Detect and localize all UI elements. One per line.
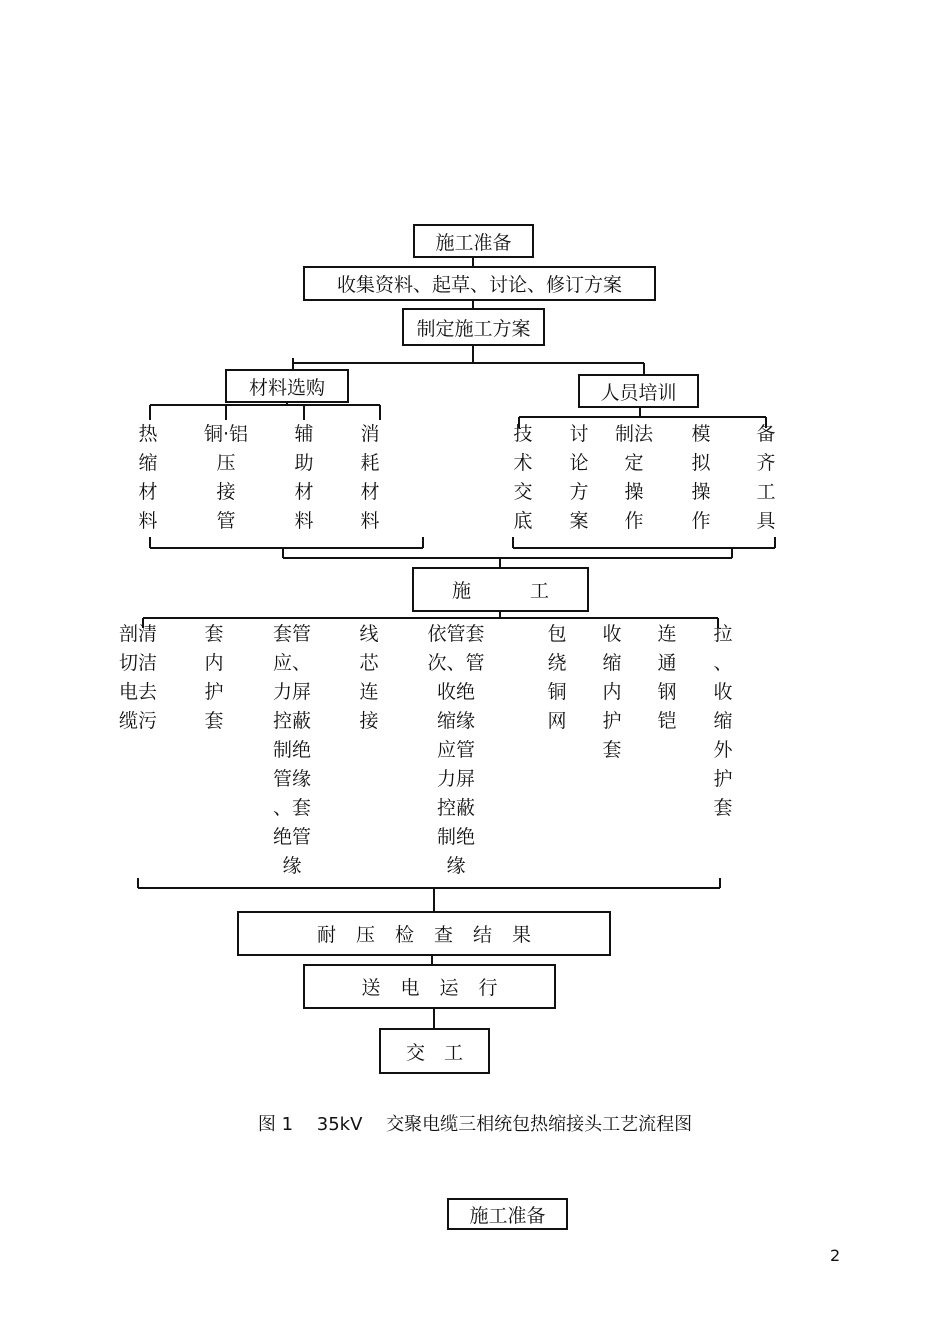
training-item-procedures: 制法 定 操 作 (614, 423, 653, 532)
step-conductor-connect: 线 芯 连 接 (359, 623, 379, 732)
handover-label: 交 工 (405, 1041, 463, 1064)
step-armor-bond: 连 通 钢 铠 (657, 623, 677, 732)
energize-label: 送电运行 (361, 977, 518, 999)
construction-label: 施 工 (451, 580, 569, 602)
collect-label: 收集资料、起草、讨论、修订方案 (336, 274, 622, 296)
step-outer-sheath: 拉 、 收 缩 外 护 套 (713, 623, 733, 819)
next-prep-box (447, 1198, 568, 1230)
step-shrink-sequence: 依管套 次、管 收绝 缩缘 应管 力屏 控蔽 制绝 缘 (427, 623, 485, 877)
handover-box (379, 1028, 490, 1074)
training-box (578, 374, 699, 408)
step-copper-mesh: 包 绕 铜 网 (547, 623, 567, 732)
materials-box (225, 369, 349, 403)
training-item-discuss-plan: 讨论方案 (569, 423, 589, 532)
material-item-auxiliary: 辅助材料 (294, 423, 314, 532)
test-box (237, 911, 611, 956)
collect-box (303, 266, 656, 301)
test-label: 耐压检查结果 (316, 924, 551, 946)
prep-label: 施工准备 (435, 231, 512, 254)
plan-box (402, 308, 545, 346)
training-label: 人员培训 (600, 381, 677, 404)
construction-box (412, 567, 589, 612)
step-stress-control-tube: 套管 应、 力屏 控蔽 制绝 管缘 、套 绝管 缘 (272, 623, 311, 877)
step-inner-sheath-sleeve: 套 内 护 套 (204, 623, 224, 732)
step-strip-clean: 剖清 切洁 电去 缆污 (118, 623, 157, 732)
figure-caption: 图 1 35kV 交聚电缆三相统包热缩接头工艺流程图 (257, 1114, 693, 1135)
material-item-consumables: 消耗材料 (360, 423, 380, 532)
training-item-simulation: 模拟操作 (691, 423, 711, 532)
energize-box (303, 964, 556, 1009)
training-item-tech-briefing: 技术交底 (513, 423, 533, 532)
material-item-heat-shrink: 热缩材料 (138, 423, 158, 532)
training-item-tools: 备齐工具 (756, 423, 776, 532)
step-shrink-inner-sheath: 收 缩 内 护 套 (602, 623, 622, 761)
prep-box (413, 224, 534, 258)
next-prep-label: 施工准备 (469, 1204, 546, 1227)
material-item-crimp-tube: 铜·铝 压 接 管 (203, 423, 249, 532)
plan-label: 制定施工方案 (416, 317, 531, 340)
materials-label: 材料选购 (248, 376, 325, 399)
page-number: 2 (830, 1246, 841, 1265)
